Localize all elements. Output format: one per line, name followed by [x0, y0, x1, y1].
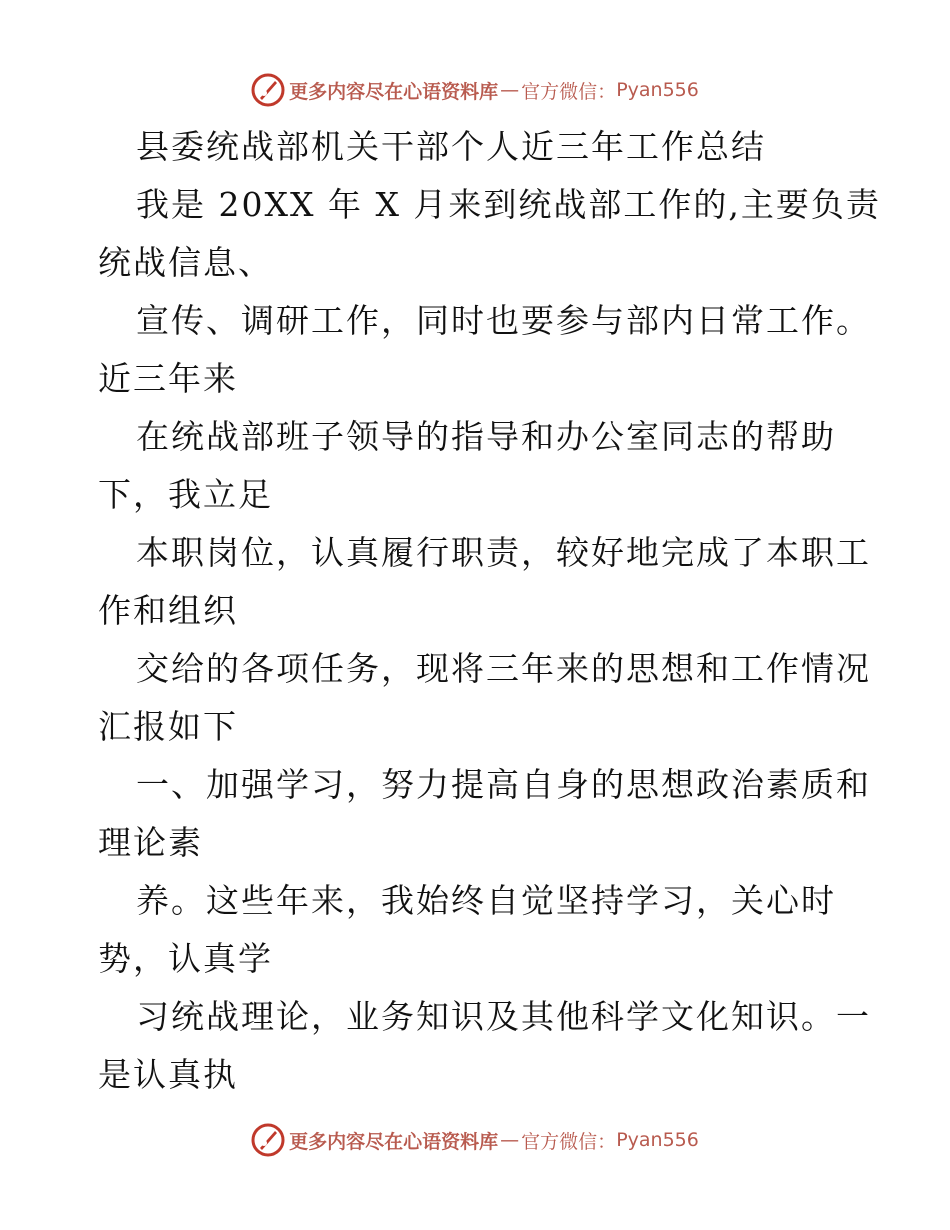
text-line: 统战信息、: [98, 243, 273, 282]
text-line: 在统战部班子领导的指导和办公室同志的帮助: [136, 417, 836, 456]
text-line: 习统战理论，业务知识及其他科学文化知识。一: [136, 997, 871, 1036]
quill-logo-icon: [251, 73, 285, 107]
text-line: 近三年来: [98, 359, 238, 398]
banner-wechat-id: Pyan556: [616, 79, 699, 101]
text-line: 一、加强学习，努力提高自身的思想政治素质和: [136, 765, 871, 804]
quill-logo-icon: [251, 1123, 285, 1157]
text-line: 我是 20XX 年 X 月来到统战部工作的,主要负责: [136, 185, 881, 224]
text-line: 本职岗位，认真履行职责，较好地完成了本职工: [136, 533, 871, 572]
text-line: 养。这些年来，我始终自觉坚持学习，关心时: [136, 881, 836, 920]
text-line: 是认真执: [98, 1055, 238, 1094]
text-line: 下，我立足: [98, 475, 273, 514]
banner-separator: —: [500, 79, 520, 101]
banner-site-text: 更多内容尽在心语资料库: [289, 1130, 499, 1153]
text-line: 势，认真学: [98, 939, 273, 978]
text-line: 作和组织: [98, 591, 238, 630]
text-line: 交给的各项任务，现将三年来的思想和工作情况: [136, 649, 871, 688]
text-line: 县委统战部机关干部个人近三年工作总结: [136, 127, 766, 166]
text-line: 理论素: [98, 823, 203, 862]
footer-banner: [0, 1120, 950, 1160]
header-banner: [0, 70, 950, 110]
banner-wechat-id: Pyan556: [616, 1129, 699, 1151]
text-line: 汇报如下: [98, 707, 238, 746]
text-line: 宣传、调研工作，同时也要参与部内日常工作。: [136, 301, 871, 340]
document-body: [98, 118, 881, 1104]
banner-wechat-label: 官方微信：: [521, 1130, 617, 1153]
banner-wechat-label: 官方微信：: [521, 80, 617, 103]
banner-separator: —: [500, 1129, 520, 1151]
banner-site-text: 更多内容尽在心语资料库: [289, 80, 499, 103]
